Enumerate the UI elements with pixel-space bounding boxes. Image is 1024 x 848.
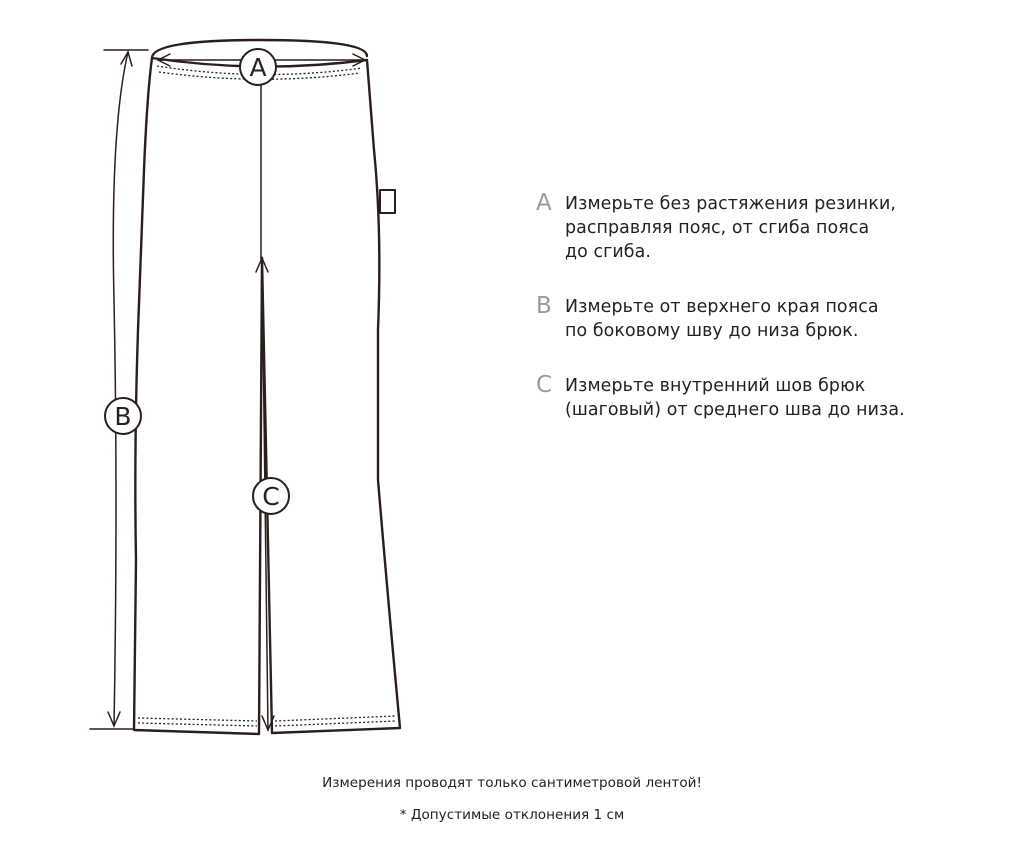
instruction-text xyxy=(565,374,976,422)
hem-stitch-right-1 xyxy=(275,716,396,721)
instruction-line: Измерьте от верхнего края пояса xyxy=(565,297,879,317)
instruction-line: до сгиба. xyxy=(565,242,652,262)
instruction-text xyxy=(565,192,976,264)
instruction-letter: C xyxy=(536,372,553,398)
marker-c: C xyxy=(262,482,280,511)
hem-stitch-left-1 xyxy=(138,718,257,721)
instruction-letter: B xyxy=(536,293,552,319)
instruction-b xyxy=(536,295,976,343)
instruction-line: по боковому шву до низа брюк. xyxy=(565,321,859,341)
instruction-c xyxy=(536,374,976,422)
hem-stitch-right-2 xyxy=(275,721,396,726)
tolerance-note: * Допустимые отклонения 1 см xyxy=(399,807,625,823)
marker-a: A xyxy=(249,53,267,82)
instructions-list xyxy=(536,192,976,453)
marker-b: B xyxy=(114,402,132,431)
instruction-line: расправляя пояс, от сгиба пояса xyxy=(565,218,870,238)
hem-stitch-left-2 xyxy=(138,723,257,726)
instruction-line: Измерьте внутренний шов брюк xyxy=(565,376,866,396)
label-tab xyxy=(380,190,395,213)
instruction-line: Измерьте без растяжения резинки, xyxy=(565,194,896,214)
instruction-text xyxy=(565,295,976,343)
instruction-a xyxy=(536,192,976,264)
instruction-line: (шаговый) от среднего шва до низа. xyxy=(565,400,905,420)
measure-line-b xyxy=(113,52,128,726)
instruction-letter: A xyxy=(536,190,552,216)
measure-note: Измерения проводят только сантиметровой лентой! xyxy=(322,775,702,791)
